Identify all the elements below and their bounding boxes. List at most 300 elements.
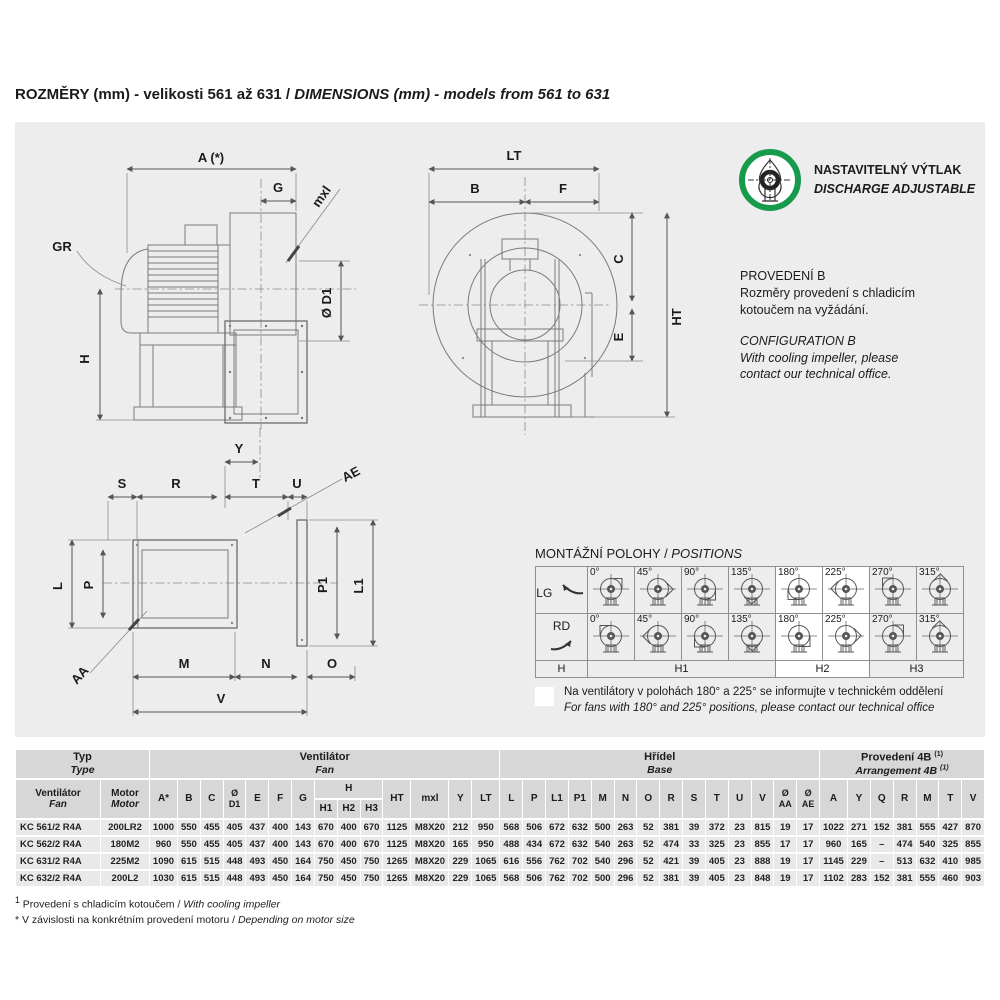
value-cell: 381 (894, 871, 916, 886)
value-cell: 568 (500, 871, 522, 886)
value-cell: 17 (797, 837, 819, 852)
table-row (16, 837, 984, 852)
col-header: H1 (315, 800, 337, 818)
dim-label-g: G (272, 180, 284, 195)
value-cell: 1125 (383, 837, 410, 852)
value-cell: 1065 (472, 871, 499, 886)
dim-label-l: L (50, 582, 65, 590)
fan-position-icon (685, 620, 725, 656)
value-cell: 985 (962, 854, 984, 869)
config-body-en-2: contact our technical office. (740, 367, 892, 382)
rotation-ccw-icon (557, 579, 587, 597)
motor-cell: 225M2 (101, 854, 149, 869)
value-cell: 1000 (150, 820, 177, 835)
value-cell: 400 (338, 820, 360, 835)
dim-label-m: M (178, 656, 190, 671)
adjustable-discharge-icon (738, 148, 802, 212)
value-cell: 515 (201, 871, 223, 886)
col-header: F (269, 780, 291, 818)
value-cell: 296 (615, 854, 637, 869)
dim-label-p1: P1 (315, 577, 330, 593)
value-cell: M8X20 (411, 871, 448, 886)
col-header: U (729, 780, 751, 818)
value-cell: 17 (797, 871, 819, 886)
value-cell: 23 (729, 837, 751, 852)
positions-title-separator: / (660, 546, 672, 561)
dim-label-e: E (611, 332, 626, 342)
dim-label-y: Y (234, 441, 244, 456)
fan-position-icon (638, 573, 678, 609)
value-cell: 17 (797, 820, 819, 835)
value-cell: 670 (315, 820, 337, 835)
value-cell: 762 (546, 871, 568, 886)
value-cell: 1022 (820, 820, 847, 835)
value-cell: 540 (592, 837, 614, 852)
footnote: * V závislosti na konkrétním provedení motoru / Depending on motor size (15, 913, 355, 926)
fan-position-icon (732, 620, 772, 656)
value-cell: 152 (871, 820, 893, 835)
position-cell (917, 567, 964, 614)
value-cell: 229 (449, 871, 471, 886)
table-group-type: Typ Type (16, 750, 149, 778)
dim-label-mxl: mxl (308, 182, 334, 210)
position-cell (682, 567, 729, 614)
fan-position-icon (826, 620, 866, 656)
value-cell: 448 (224, 854, 246, 869)
position-cell (588, 614, 635, 661)
col-header: T (706, 780, 728, 818)
value-cell: 903 (962, 871, 984, 886)
value-cell: 405 (224, 837, 246, 852)
value-cell: 488 (500, 837, 522, 852)
dim-label-p: P (81, 580, 96, 590)
value-cell: 19 (774, 871, 796, 886)
position-cell (823, 567, 870, 614)
position-angle-label: 90° (684, 567, 700, 578)
dim-label-u: U (292, 476, 302, 491)
value-cell: 702 (569, 854, 591, 869)
value-cell: 405 (706, 871, 728, 886)
dim-label-n: N (261, 656, 271, 671)
value-cell: 39 (683, 854, 705, 869)
dim-label-h: H (77, 354, 92, 364)
value-cell: 450 (269, 871, 291, 886)
value-cell: 550 (178, 837, 200, 852)
value-cell: 271 (848, 820, 870, 835)
col-header-motor: Motor Motor (101, 780, 149, 818)
fan-type-cell: KC 562/2 R4A (16, 837, 100, 852)
positions-title-en: POSITIONS (671, 546, 743, 561)
value-cell: 39 (683, 820, 705, 835)
value-cell: M8X20 (411, 837, 448, 852)
positions-title (535, 546, 975, 561)
col-header: Ø D1 (224, 780, 246, 818)
col-header: H2 (338, 800, 360, 818)
positions-note-en: For fans with 180° and 225° positions, please contact our technical office (564, 701, 935, 714)
fan-position-icon (873, 573, 913, 609)
value-cell: 493 (246, 854, 268, 869)
value-cell: 450 (338, 871, 360, 886)
position-angle-label: 270° (872, 614, 893, 625)
value-cell: 23 (729, 854, 751, 869)
fan-position-icon (779, 573, 819, 609)
value-cell: 152 (871, 871, 893, 886)
col-header: O (637, 780, 659, 818)
value-cell: 400 (269, 820, 291, 835)
dim-label-v: V (216, 691, 226, 706)
config-title-en: CONFIGURATION B (740, 333, 856, 348)
value-cell: 750 (361, 871, 383, 886)
value-cell: 555 (917, 871, 939, 886)
value-cell: 632 (569, 820, 591, 835)
value-cell: 500 (592, 820, 614, 835)
value-cell: 437 (246, 837, 268, 852)
positions-row-label-lg: LG (536, 567, 588, 614)
position-angle-label: 45° (637, 567, 653, 578)
position-angle-label: 0° (590, 614, 600, 625)
col-header: Y (848, 780, 870, 818)
value-cell: 848 (752, 871, 774, 886)
value-cell: 52 (637, 820, 659, 835)
fan-position-icon (591, 620, 631, 656)
value-cell: 164 (292, 854, 314, 869)
col-header: L (500, 780, 522, 818)
value-cell: 506 (523, 871, 545, 886)
col-header: R (894, 780, 916, 818)
dim-label-c: C (611, 254, 626, 264)
position-cell (729, 614, 776, 661)
side-view-drawing (20, 133, 370, 443)
page-title (15, 86, 610, 103)
table-row (16, 854, 984, 869)
col-header-h-group: H (315, 780, 382, 798)
value-cell: 17 (774, 837, 796, 852)
value-cell: 555 (917, 820, 939, 835)
col-header: T (939, 780, 961, 818)
drawing-panel (15, 122, 985, 737)
positions-footer-h3: H3 (870, 661, 964, 678)
mounting-positions (535, 546, 975, 716)
value-cell: 283 (848, 871, 870, 886)
fan-position-icon (826, 573, 866, 609)
value-cell: – (871, 854, 893, 869)
value-cell: – (871, 837, 893, 852)
value-cell: 615 (178, 871, 200, 886)
value-cell: 762 (546, 854, 568, 869)
col-header: LT (472, 780, 499, 818)
value-cell: 405 (224, 820, 246, 835)
dim-label-s: S (117, 476, 127, 491)
value-cell: 702 (569, 871, 591, 886)
value-cell: 52 (637, 837, 659, 852)
position-cell (870, 567, 917, 614)
value-cell: 632 (917, 854, 939, 869)
col-header: mxl (411, 780, 448, 818)
col-header: V (962, 780, 984, 818)
value-cell: 1145 (820, 854, 847, 869)
config-body-en-1: With cooling impeller, please (740, 350, 899, 365)
value-cell: 450 (338, 854, 360, 869)
position-angle-label: 225° (825, 614, 846, 625)
positions-footer-h1: H1 (588, 661, 776, 678)
col-header: P1 (569, 780, 591, 818)
value-cell: 474 (660, 837, 682, 852)
value-cell: 855 (962, 837, 984, 852)
value-cell: 750 (361, 854, 383, 869)
config-body-cs-2: kotoučem na vyžádání. (740, 302, 869, 317)
value-cell: 263 (615, 820, 637, 835)
value-cell: 229 (848, 854, 870, 869)
value-cell: 143 (292, 837, 314, 852)
top-view-drawing (45, 428, 415, 728)
value-cell: 615 (178, 854, 200, 869)
position-angle-label: 225° (825, 567, 846, 578)
dim-label-t: T (252, 476, 260, 491)
position-angle-label: 180° (778, 614, 799, 625)
fan-type-cell: KC 561/2 R4A (16, 820, 100, 835)
value-cell: 165 (848, 837, 870, 852)
positions-title-cs: MONTÁŽNÍ POLOHY (535, 546, 661, 561)
config-body-cs-1: Rozměry provedení s chladicím (740, 285, 916, 300)
position-angle-label: 45° (637, 614, 653, 625)
value-cell: 17 (797, 854, 819, 869)
value-cell: 19 (774, 854, 796, 869)
position-angle-label: 315° (919, 614, 940, 625)
value-cell: 229 (449, 854, 471, 869)
value-cell: 33 (683, 837, 705, 852)
value-cell: 632 (569, 837, 591, 852)
table-row (16, 820, 984, 835)
value-cell: 1102 (820, 871, 847, 886)
value-cell: 540 (917, 837, 939, 852)
dim-label-a: A (*) (197, 150, 225, 165)
col-header: V (752, 780, 774, 818)
value-cell: 427 (939, 820, 961, 835)
col-header: A (820, 780, 847, 818)
value-cell: 1030 (150, 871, 177, 886)
title-en: DIMENSIONS (mm) - models from 561 to 631 (294, 86, 611, 103)
position-cell (870, 614, 917, 661)
table-row (16, 871, 984, 886)
position-angle-label: 135° (731, 614, 752, 625)
value-cell: 500 (592, 871, 614, 886)
value-cell: 400 (269, 837, 291, 852)
value-cell: 493 (246, 871, 268, 886)
value-cell: M8X20 (411, 854, 448, 869)
value-cell: 515 (201, 854, 223, 869)
value-cell: 164 (292, 871, 314, 886)
title-cs: ROZMĚRY (mm) - velikosti 561 až 631 (15, 86, 282, 103)
fan-position-icon (920, 573, 960, 609)
dim-label-f: F (559, 181, 567, 196)
position-cell (635, 567, 682, 614)
value-cell: 263 (615, 837, 637, 852)
col-header: E (246, 780, 268, 818)
position-angle-label: 0° (590, 567, 600, 578)
positions-footer-h: H (536, 661, 588, 678)
position-cell (635, 614, 682, 661)
badge-line-cs: NASTAVITELNÝ VÝTLAK (814, 163, 962, 178)
value-cell: 165 (449, 837, 471, 852)
position-angle-label: 315° (919, 567, 940, 578)
position-cell (588, 567, 635, 614)
dim-label-o: O (326, 656, 338, 671)
configuration-note (740, 268, 915, 383)
value-cell: 212 (449, 820, 471, 835)
col-header: M (592, 780, 614, 818)
col-header: R (660, 780, 682, 818)
col-header: Ø AA (774, 780, 796, 818)
col-header: P (523, 780, 545, 818)
col-header: S (683, 780, 705, 818)
value-cell: 616 (500, 854, 522, 869)
col-header: Y (449, 780, 471, 818)
fan-position-icon (920, 620, 960, 656)
dim-label-d1: Ø D1 (319, 287, 334, 319)
value-cell: 568 (500, 820, 522, 835)
table-group-fan: Ventilátor Fan (150, 750, 499, 778)
value-cell: 513 (894, 854, 916, 869)
value-cell: 556 (523, 854, 545, 869)
position-cell (729, 567, 776, 614)
value-cell: 670 (361, 820, 383, 835)
col-header: A* (150, 780, 177, 818)
value-cell: 52 (637, 854, 659, 869)
fan-position-icon (685, 573, 725, 609)
col-header: B (178, 780, 200, 818)
value-cell: 960 (150, 837, 177, 852)
value-cell: 434 (523, 837, 545, 852)
positions-note (535, 685, 975, 716)
value-cell: 950 (472, 837, 499, 852)
dimensions-table (15, 748, 985, 888)
value-cell: 410 (939, 854, 961, 869)
value-cell: 815 (752, 820, 774, 835)
value-cell: 19 (774, 820, 796, 835)
positions-row-label-rd: RD (536, 614, 588, 661)
dim-label-r: R (171, 476, 181, 491)
col-header: M (917, 780, 939, 818)
value-cell: 450 (269, 854, 291, 869)
table-group-arrangement: Provedení 4B $^{(1)}$ Arrangement 4B $^{(1)}$ (820, 750, 984, 778)
motor-cell: 200L2 (101, 871, 149, 886)
dim-label-gr: GR (52, 239, 72, 254)
value-cell: 448 (224, 871, 246, 886)
value-cell: 405 (706, 854, 728, 869)
value-cell: 540 (592, 854, 614, 869)
config-title-cs: PROVEDENÍ B (740, 269, 826, 283)
col-header: G (292, 780, 314, 818)
value-cell: 437 (246, 820, 268, 835)
table-group-base: Hřídel Base (500, 750, 819, 778)
value-cell: 855 (752, 837, 774, 852)
dim-label-lt: LT (506, 148, 522, 163)
value-cell: 672 (546, 837, 568, 852)
title-separator: / (281, 86, 295, 103)
value-cell: 143 (292, 820, 314, 835)
footnotes (15, 894, 355, 928)
col-header: Q (871, 780, 893, 818)
dim-label-ht: HT (669, 308, 684, 326)
value-cell: 39 (683, 871, 705, 886)
col-header: HT (383, 780, 410, 818)
col-header: H3 (361, 800, 383, 818)
position-angle-label: 180° (778, 567, 799, 578)
position-angle-label: 270° (872, 567, 893, 578)
position-angle-label: 135° (731, 567, 752, 578)
fan-type-cell: KC 631/2 R4A (16, 854, 100, 869)
value-cell: 1125 (383, 820, 410, 835)
value-cell: 1090 (150, 854, 177, 869)
value-cell: 670 (315, 837, 337, 852)
value-cell: 1265 (383, 854, 410, 869)
value-cell: 888 (752, 854, 774, 869)
value-cell: 474 (894, 837, 916, 852)
dim-label-aa: AA (67, 662, 92, 687)
position-cell (682, 614, 729, 661)
value-cell: 1265 (383, 871, 410, 886)
fan-type-cell: KC 632/2 R4A (16, 871, 100, 886)
value-cell: 1065 (472, 854, 499, 869)
value-cell: 52 (637, 871, 659, 886)
value-cell: 670 (361, 837, 383, 852)
value-cell: 750 (315, 871, 337, 886)
motor-cell: 200LR2 (101, 820, 149, 835)
position-angle-label: 90° (684, 614, 700, 625)
dim-label-l1: L1 (351, 578, 366, 594)
position-cell (776, 614, 823, 661)
col-header: C (201, 780, 223, 818)
discharge-badge (738, 148, 975, 212)
col-header-fan-name: Ventilátor Fan (16, 780, 100, 818)
value-cell: 455 (201, 820, 223, 835)
value-cell: 672 (546, 820, 568, 835)
value-cell: 400 (338, 837, 360, 852)
positions-note-cs: Na ventilátory v polohách 180° a 225° se informujte v technickém oddělení (564, 686, 944, 698)
col-header: L1 (546, 780, 568, 818)
positions-footer-h2: H2 (776, 661, 870, 678)
col-header: N (615, 780, 637, 818)
position-cell (917, 614, 964, 661)
value-cell: 421 (660, 854, 682, 869)
badge-line-en: DISCHARGE ADJUSTABLE (814, 182, 976, 196)
fan-position-icon (779, 620, 819, 656)
motor-cell: 180M2 (101, 837, 149, 852)
value-cell: 372 (706, 820, 728, 835)
value-cell: 870 (962, 820, 984, 835)
fan-position-icon (638, 620, 678, 656)
rotation-cw-icon (547, 635, 577, 653)
value-cell: 950 (472, 820, 499, 835)
value-cell: 960 (820, 837, 847, 852)
dim-label-ae: AE (339, 463, 363, 485)
fan-position-icon (591, 573, 631, 609)
fan-position-icon (732, 573, 772, 609)
value-cell: 750 (315, 854, 337, 869)
value-cell: 381 (894, 820, 916, 835)
col-header: Ø AE (797, 780, 819, 818)
value-cell: 381 (660, 820, 682, 835)
front-view-drawing (395, 133, 725, 443)
value-cell: 455 (201, 837, 223, 852)
value-cell: 506 (523, 820, 545, 835)
fan-position-icon (873, 620, 913, 656)
value-cell: 550 (178, 820, 200, 835)
value-cell: 23 (729, 820, 751, 835)
value-cell: 381 (660, 871, 682, 886)
highlight-swatch (535, 687, 554, 706)
dim-label-b: B (470, 181, 480, 196)
